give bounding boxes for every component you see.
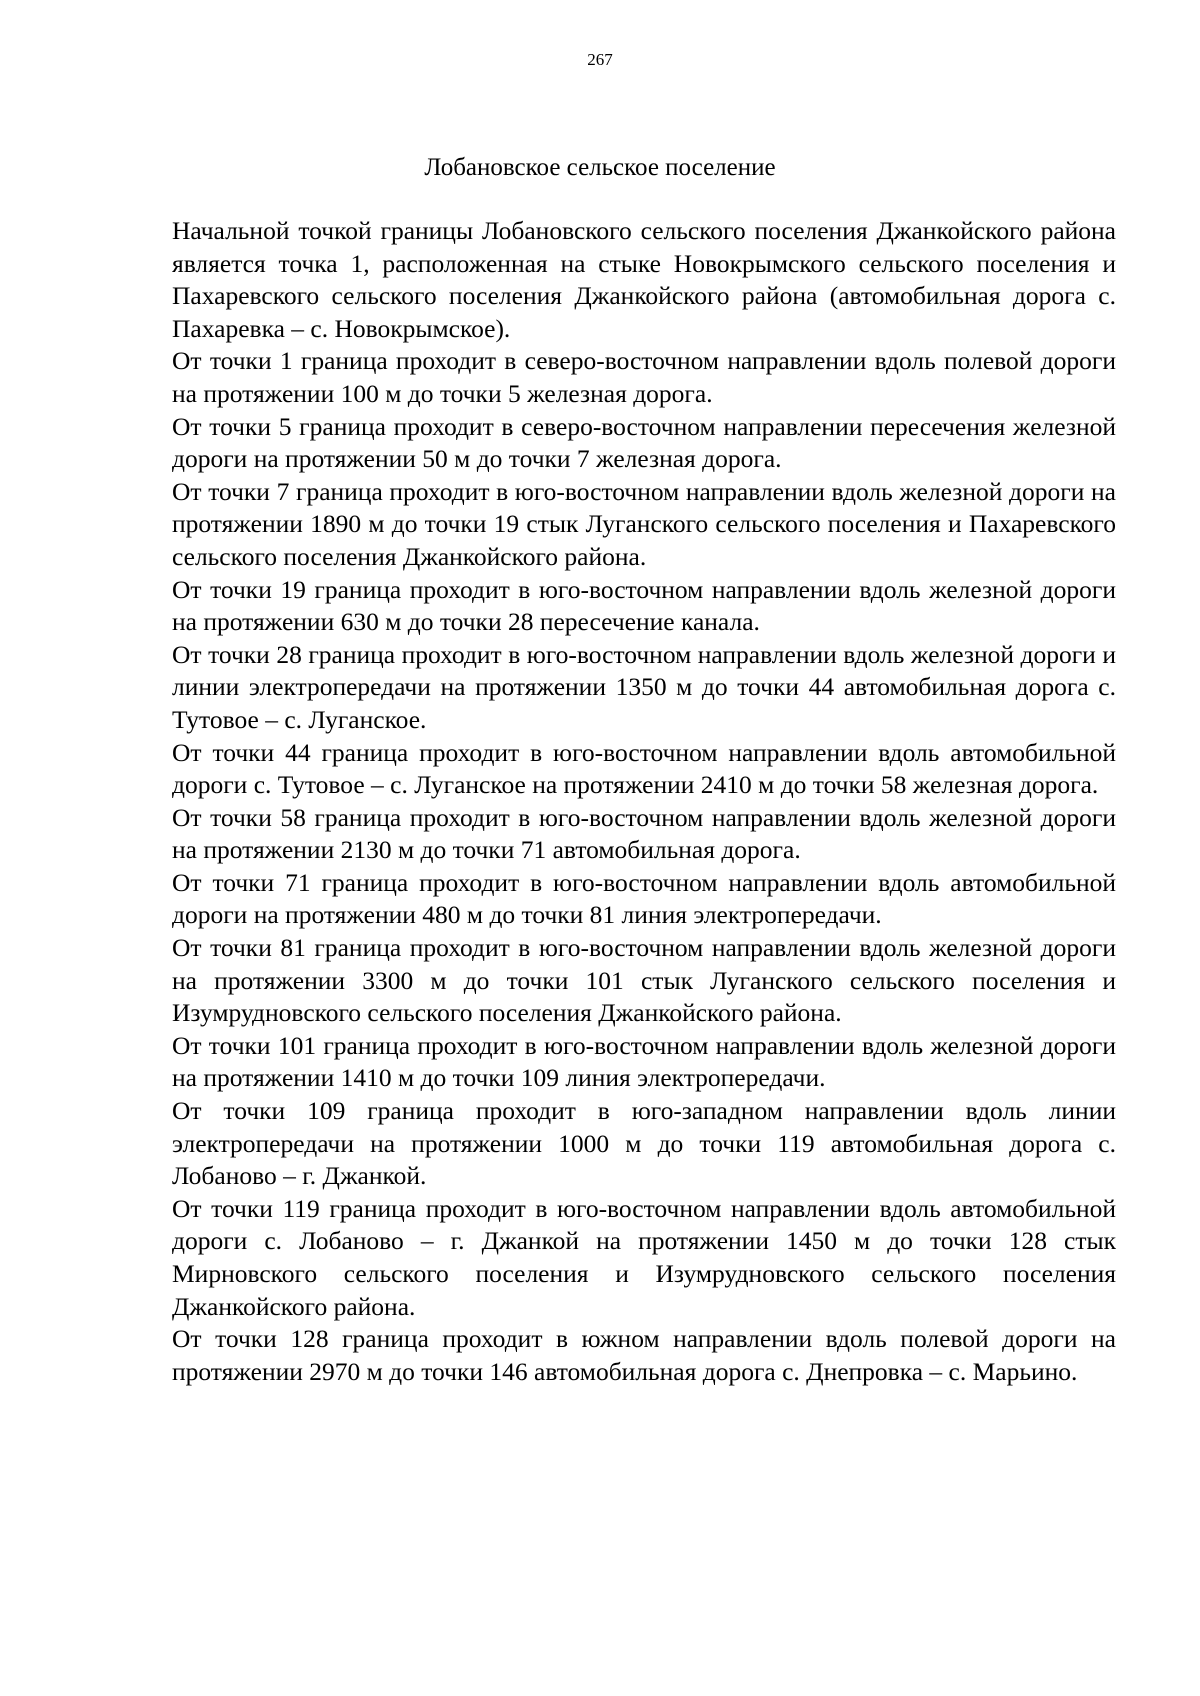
paragraph: От точки 1 граница проходит в северо-восточном направлении вдоль полевой дороги на протяжении 100 м до точки 5 железная дорога. — [172, 346, 1116, 408]
paragraph: От точки 44 граница проходит в юго-восточном направлении вдоль автомобильной дороги с. Тутовое – с. Луганское на протяжении 2410 м до точки 58 железная дорога. — [172, 737, 1116, 800]
paragraph: От точки 119 граница проходит в юго-восточном направлении вдоль автомобильной дороги с. Лобаново – г. Джанкой на протяжении 1450 м до точки 128 стык Мирновского сельского поселения и Изумрудновского сельского поселения Джанкойского района. — [172, 1193, 1116, 1321]
paragraph: От точки 19 граница проходит в юго-восточном направлении вдоль железной дороги на протяжении 630 м до точки 28 пересечение канала. — [172, 574, 1116, 637]
paragraph: От точки 28 граница проходит в юго-восточном направлении вдоль железной дороги и линии электропередачи на протяжении 1350 м до точки 44 автомобильная дорога с. Тутовое – с. Луганское. — [172, 639, 1116, 734]
paragraph: От точки 128 граница проходит в южном направлении вдоль полевой дороги на протяжении 2970 м до точки 146 автомобильная дорога с. Днепровка – с. Марьино. — [172, 1324, 1116, 1386]
paragraph: От точки 7 граница проходит в юго-восточном направлении вдоль железной дороги на протяжении 1890 м до точки 19 стык Луганского сельского поселения и Пахаревского сельского поселения Джанкойского района. — [172, 476, 1116, 571]
paragraph: От точки 71 граница проходит в юго-восточном направлении вдоль автомобильной дороги на протяжении 480 м до точки 81 линия электропередачи. — [172, 867, 1116, 930]
paragraph: Начальной точкой границы Лобановского сельского поселения Джанкойского района является точка 1, расположенная на стыке Новокрымского сельского поселения и Пахаревского сельского поселения Джанкойского района (автомобильная дорога с. Пахаревка – с. Новокрымское). — [172, 216, 1116, 343]
paragraph: От точки 109 граница проходит в юго-западном направлении вдоль линии электропередачи на протяжении 1000 м до точки 119 автомобильная дорога с. Лобаново – г. Джанкой. — [172, 1096, 1116, 1191]
paragraph: От точки 81 граница проходит в юго-восточном направлении вдоль железной дороги на протяжении 3300 м до точки 101 стык Луганского сельского поселения и Изумрудновского сельского поселения Джанкойского района. — [172, 933, 1116, 1028]
page-number: 267 — [587, 50, 613, 69]
paragraph: От точки 101 граница проходит в юго-восточном направлении вдоль железной дороги на протяжении 1410 м до точки 109 линия электропередачи. — [172, 1030, 1116, 1093]
document-body — [172, 215, 1116, 1388]
paragraph: От точки 58 граница проходит в юго-восточном направлении вдоль железной дороги на протяжении 2130 м до точки 71 автомобильная дорога. — [172, 802, 1116, 865]
document-title: Лобановское сельское поселение — [424, 154, 776, 181]
paragraph: От точки 5 граница проходит в северо-восточном направлении пересечения железной дороги на протяжении 50 м до точки 7 железная дорога. — [172, 411, 1116, 474]
